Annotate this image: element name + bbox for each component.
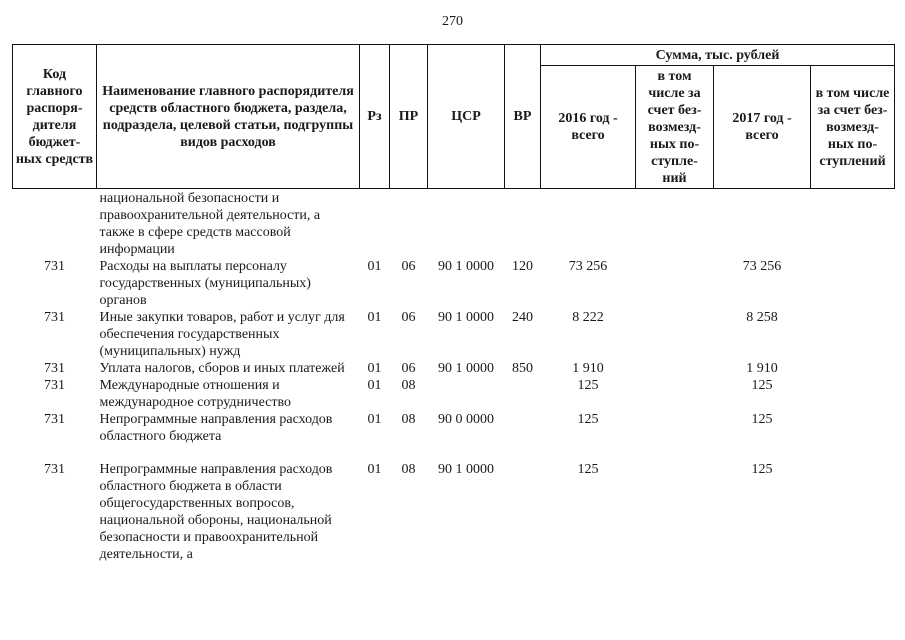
row-2017-free bbox=[811, 461, 895, 563]
row-name: Непрограммные направления расходов областного бюджета bbox=[99, 412, 333, 444]
header-csr: ЦСР bbox=[428, 45, 505, 189]
row-rz: 01 bbox=[367, 361, 382, 376]
row-code: 731 bbox=[44, 361, 65, 376]
table-row bbox=[13, 461, 895, 563]
row-2016-total: 1 910 bbox=[572, 361, 604, 376]
row-2017-total bbox=[714, 189, 811, 259]
row-pr: 08 bbox=[401, 412, 416, 427]
row-2017-total: 125 bbox=[751, 378, 773, 393]
row-2017-total: 8 258 bbox=[746, 310, 778, 325]
row-vr: 120 bbox=[512, 259, 533, 274]
row-csr: 90 1 0000 bbox=[438, 361, 494, 376]
row-name: Иные закупки товаров, работ и услуг для обеспечения государственных (муниципальных) нужд bbox=[99, 310, 345, 359]
row-2016-free bbox=[636, 258, 714, 309]
header-2016-total: 2016 год - всего bbox=[541, 66, 636, 189]
row-vr bbox=[505, 377, 541, 411]
row-2016-free bbox=[636, 360, 714, 377]
table-header bbox=[13, 45, 895, 189]
row-2017-total: 125 bbox=[751, 462, 773, 477]
row-name: Уплата налогов, сборов и иных платежей bbox=[99, 361, 345, 376]
row-name: Непрограммные направления расходов областного бюджета в области общегосударственных вопросов, национальной обороны, национальной безопасности и правоохранительной деятельности, а bbox=[99, 462, 333, 562]
row-2016-free bbox=[636, 189, 714, 259]
row-name: Расходы на выплаты персоналу государственных (муниципальных) органов bbox=[99, 259, 311, 308]
row-csr bbox=[428, 377, 505, 411]
row-2017-total: 125 bbox=[751, 412, 773, 427]
header-sum: Сумма, тыс. рублей bbox=[541, 45, 895, 66]
row-vr: 240 bbox=[512, 310, 533, 325]
row-name: Международные отношения и международное сотрудничество bbox=[99, 378, 291, 410]
header-2017-free: в том числе за счет без- возмезд- ных по- ступлений bbox=[811, 66, 895, 189]
row-csr: 90 1 0000 bbox=[438, 310, 494, 325]
row-code bbox=[13, 189, 97, 259]
table-row bbox=[13, 411, 895, 461]
row-pr: 08 bbox=[401, 462, 416, 477]
header-rz: Рз bbox=[360, 45, 390, 189]
row-2017-free bbox=[811, 377, 895, 411]
row-pr: 06 bbox=[401, 361, 416, 376]
row-rz: 01 bbox=[367, 378, 382, 393]
row-vr bbox=[505, 189, 541, 259]
row-csr: 90 1 0000 bbox=[438, 259, 494, 274]
row-vr bbox=[505, 411, 541, 461]
row-2016-total: 125 bbox=[577, 412, 599, 427]
header-2016-free: в том числе за счет без- возмезд- ных по- ступле- ний bbox=[636, 66, 714, 189]
row-2016-total: 73 256 bbox=[568, 259, 608, 274]
table-row bbox=[13, 258, 895, 309]
row-2017-free bbox=[811, 360, 895, 377]
row-2016-free bbox=[636, 461, 714, 563]
row-vr: 850 bbox=[512, 361, 533, 376]
row-2016-free bbox=[636, 377, 714, 411]
table-row bbox=[13, 360, 895, 377]
row-rz: 01 bbox=[367, 412, 382, 427]
budget-table bbox=[12, 44, 895, 563]
row-2017-total: 1 910 bbox=[746, 361, 778, 376]
row-pr: 06 bbox=[401, 259, 416, 274]
row-csr: 90 1 0000 bbox=[438, 462, 494, 477]
row-rz: 01 bbox=[367, 462, 382, 477]
row-2016-total: 125 bbox=[577, 378, 599, 393]
row-pr bbox=[390, 189, 428, 259]
row-2017-free bbox=[811, 258, 895, 309]
table-row bbox=[13, 309, 895, 360]
row-code: 731 bbox=[44, 259, 65, 274]
row-2016-total: 8 222 bbox=[572, 310, 604, 325]
row-pr: 08 bbox=[401, 378, 416, 393]
header-code: Код главного распоря- дителя бюджет- ных средств bbox=[13, 45, 97, 189]
row-csr: 90 0 0000 bbox=[438, 412, 494, 427]
table-row bbox=[13, 377, 895, 411]
row-rz bbox=[360, 189, 390, 259]
table-body bbox=[13, 189, 895, 564]
row-code: 731 bbox=[44, 462, 65, 477]
row-rz: 01 bbox=[367, 310, 382, 325]
table-row bbox=[13, 189, 895, 259]
row-code: 731 bbox=[44, 378, 65, 393]
row-2016-total bbox=[541, 189, 636, 259]
row-2016-free bbox=[636, 309, 714, 360]
row-2017-free bbox=[811, 309, 895, 360]
row-name: национальной безопасности и правоохранительной деятельности, а также в сфере средств массовой информации bbox=[99, 191, 321, 257]
row-2016-free bbox=[636, 411, 714, 461]
row-2017-free bbox=[811, 411, 895, 461]
page-number: 270 bbox=[442, 14, 463, 29]
row-2017-total: 73 256 bbox=[742, 259, 782, 274]
header-pr: ПР bbox=[390, 45, 428, 189]
row-csr bbox=[428, 189, 505, 259]
row-2016-total: 125 bbox=[577, 462, 599, 477]
header-name: Наименование главного распорядителя средств областного бюджета, раздела, подраздела, целевой статьи, подгруппы видов расходов bbox=[97, 45, 360, 189]
header-vr: ВР bbox=[505, 45, 541, 189]
row-vr bbox=[505, 461, 541, 563]
row-pr: 06 bbox=[401, 310, 416, 325]
header-2017-total: 2017 год - всего bbox=[714, 66, 811, 189]
row-rz: 01 bbox=[367, 259, 382, 274]
row-code: 731 bbox=[44, 310, 65, 325]
row-code: 731 bbox=[44, 412, 65, 427]
row-2017-free bbox=[811, 189, 895, 259]
